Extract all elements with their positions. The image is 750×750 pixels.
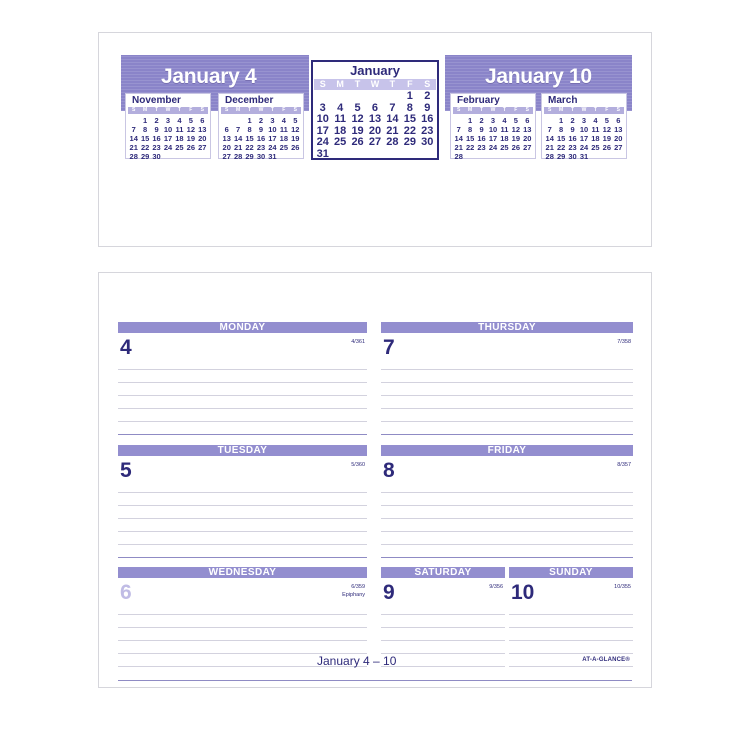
calendar-day: 24 xyxy=(268,143,277,152)
calendar-day: 30 xyxy=(568,152,577,161)
calendar-day: 26 xyxy=(602,143,612,152)
left-date-label: January 4 xyxy=(161,65,257,88)
weekday-letter: M xyxy=(468,107,473,113)
weekday-letter: T xyxy=(389,79,396,89)
writing-line xyxy=(381,627,505,628)
calendar-day xyxy=(349,91,366,103)
holiday-label: Epiphany xyxy=(342,592,365,598)
writing-line xyxy=(118,369,367,370)
weekday-letter: W xyxy=(165,107,171,113)
calendar-day xyxy=(232,116,243,125)
calendar-day xyxy=(128,116,139,125)
calendar-day: 2 xyxy=(424,90,431,102)
calendar-day: 29 xyxy=(403,136,416,149)
calendar-day: 29 xyxy=(140,152,150,161)
calendar-day: 21 xyxy=(129,143,138,152)
calendar-day: 9 xyxy=(424,101,431,114)
day-number: 8 xyxy=(383,459,395,482)
mini-day-grid xyxy=(544,116,624,161)
mini-calendar-february xyxy=(450,93,536,159)
calendar-day: 10 xyxy=(316,113,329,126)
writing-line xyxy=(509,614,633,615)
calendar-day: 21 xyxy=(454,143,463,152)
weekday-letter: M xyxy=(559,107,564,113)
calendar-day: 31 xyxy=(579,152,589,161)
calendar-day: 21 xyxy=(386,124,399,137)
weekday-letter: S xyxy=(225,107,229,113)
weekly-planner-panel xyxy=(98,272,652,688)
calendar-day: 29 xyxy=(556,152,566,161)
calendar-day: 7 xyxy=(389,101,396,114)
calendar-day: 12 xyxy=(291,125,300,134)
calendar-day xyxy=(221,116,232,125)
calendar-day: 11 xyxy=(591,125,600,134)
weekday-letter: M xyxy=(143,107,148,113)
calendar-day: 10 xyxy=(488,125,498,134)
brand-logo: AT-A-GLANCE® xyxy=(582,657,630,663)
calendar-day: 14 xyxy=(454,134,463,143)
mini-month-name: November xyxy=(132,95,181,106)
calendar-day: 12 xyxy=(186,125,196,134)
calendar-day: 14 xyxy=(386,113,399,126)
writing-line xyxy=(381,614,505,615)
day-block-saturday[interactable] xyxy=(381,567,505,677)
calendar-day: 17 xyxy=(488,134,498,143)
writing-line xyxy=(118,627,367,628)
day-header xyxy=(381,322,633,333)
calendar-day: 24 xyxy=(579,143,589,152)
calendar-day: 17 xyxy=(268,134,277,143)
day-number: 10 xyxy=(511,581,535,604)
day-ordinal: 8/357 xyxy=(617,462,631,468)
calendar-day: 4 xyxy=(593,116,598,125)
calendar-day: 27 xyxy=(368,136,382,149)
calendar-day: 8 xyxy=(247,125,252,134)
weekday-letter: T xyxy=(593,107,597,113)
calendar-day: 26 xyxy=(186,143,196,152)
day-block-monday[interactable] xyxy=(118,322,367,437)
mini-month-name: March xyxy=(548,95,578,106)
calendar-day: 18 xyxy=(591,134,600,143)
writing-line xyxy=(118,531,367,532)
writing-line xyxy=(118,408,367,409)
calendar-day: 4 xyxy=(177,116,182,125)
calendar-day: 25 xyxy=(591,143,600,152)
calendar-day: 25 xyxy=(175,143,184,152)
day-ordinal: 4/361 xyxy=(351,339,365,345)
weekday-letter: T xyxy=(177,107,181,113)
weekday-letter: S xyxy=(616,107,620,113)
calendar-day xyxy=(453,116,464,125)
weekday-letter: T xyxy=(270,107,274,113)
calendar-day: 20 xyxy=(198,134,207,143)
writing-line xyxy=(118,614,367,615)
writing-line xyxy=(381,544,633,545)
writing-line xyxy=(381,653,505,654)
calendar-day: 20 xyxy=(614,134,623,143)
calendar-day: 4 xyxy=(502,116,507,125)
calendar-day: 21 xyxy=(545,143,554,152)
day-divider xyxy=(381,434,633,435)
calendar-day: 1 xyxy=(143,116,148,125)
weekday-letter: W xyxy=(581,107,587,113)
calendar-day: 8 xyxy=(468,125,473,134)
writing-line xyxy=(118,518,367,519)
writing-line xyxy=(381,666,505,667)
calendar-day: 19 xyxy=(186,134,196,143)
weekday-letter: M xyxy=(336,79,344,89)
calendar-day: 5 xyxy=(188,116,193,125)
calendar-day: 31 xyxy=(268,152,277,161)
weekday-letter: F xyxy=(189,107,193,113)
calendar-day: 7 xyxy=(547,125,552,134)
day-name: SATURDAY xyxy=(414,567,472,578)
calendar-day: 5 xyxy=(604,116,609,125)
day-name: THURSDAY xyxy=(478,322,536,333)
calendar-day: 13 xyxy=(198,125,207,134)
calendar-day: 22 xyxy=(245,143,254,152)
calendar-day: 28 xyxy=(454,152,463,161)
calendar-day: 7 xyxy=(456,125,461,134)
calendar-day: 22 xyxy=(465,143,475,152)
calendar-day xyxy=(384,91,401,103)
day-ordinal: 7/358 xyxy=(617,339,631,345)
calendar-day: 9 xyxy=(258,125,264,134)
day-name: MONDAY xyxy=(219,322,266,333)
weekday-letter: M xyxy=(236,107,241,113)
day-ordinal: 6/359 xyxy=(351,584,365,590)
calendar-day: 13 xyxy=(222,134,231,143)
mini-day-grid xyxy=(221,116,301,161)
calendar-day: 4 xyxy=(281,116,286,125)
calendar-day: 26 xyxy=(511,143,521,152)
writing-line xyxy=(381,408,633,409)
calendar-day: 22 xyxy=(556,143,566,152)
calendar-day: 4 xyxy=(337,101,344,114)
calendar-day: 31 xyxy=(316,147,329,160)
weekday-letter: S xyxy=(200,107,204,113)
calendar-day: 17 xyxy=(163,134,173,143)
weekday-letter: T xyxy=(571,107,575,113)
calendar-day: 14 xyxy=(545,134,554,143)
day-name: TUESDAY xyxy=(217,445,268,456)
day-ordinal: 5/360 xyxy=(351,462,365,468)
calendar-day: 9 xyxy=(154,125,159,134)
writing-line xyxy=(118,505,367,506)
calendar-day: 25 xyxy=(334,136,347,149)
writing-line xyxy=(381,382,633,383)
mini-dow-row xyxy=(453,107,533,114)
calendar-day: 28 xyxy=(545,152,554,161)
calendar-day: 28 xyxy=(233,152,243,161)
calendar-day: 15 xyxy=(245,134,254,143)
writing-line xyxy=(118,544,367,545)
calendar-day: 2 xyxy=(258,116,264,125)
calendar-day: 12 xyxy=(511,125,521,134)
calendar-day: 25 xyxy=(500,143,509,152)
calendar-day: 18 xyxy=(334,124,347,137)
mini-day-grid xyxy=(453,116,533,161)
calendar-day: 14 xyxy=(129,134,138,143)
calendar-day: 15 xyxy=(465,134,475,143)
weekday-letter: F xyxy=(605,107,609,113)
writing-line xyxy=(381,505,633,506)
calendar-day: 21 xyxy=(233,143,243,152)
writing-line xyxy=(509,653,633,654)
mini-calendar-march xyxy=(541,93,627,159)
calendar-day: 19 xyxy=(511,134,521,143)
calendar-day: 11 xyxy=(279,125,288,134)
calendar-day: 30 xyxy=(152,152,161,161)
mini-month-name: February xyxy=(457,95,500,106)
calendar-day: 1 xyxy=(247,116,252,125)
calendar-day: 20 xyxy=(222,143,231,152)
calendar-day: 13 xyxy=(523,125,532,134)
day-block-friday[interactable] xyxy=(381,445,633,560)
current-day-grid xyxy=(314,91,436,161)
calendar-day: 17 xyxy=(579,134,589,143)
calendar-day: 10 xyxy=(579,125,589,134)
calendar-day xyxy=(366,91,383,103)
day-number: 4 xyxy=(120,336,132,359)
calendar-day: 8 xyxy=(143,125,148,134)
mini-day-grid xyxy=(128,116,208,161)
weekday-letter: W xyxy=(370,79,380,89)
calendar-day: 23 xyxy=(256,143,266,152)
weekday-letter: S xyxy=(319,79,326,89)
calendar-day: 9 xyxy=(479,125,484,134)
writing-line xyxy=(118,492,367,493)
mini-calendar-december xyxy=(218,93,304,159)
weekday-letter: S xyxy=(424,79,431,89)
calendar-day: 5 xyxy=(513,116,518,125)
calendar-day: 3 xyxy=(581,116,587,125)
current-month-calendar xyxy=(311,60,439,160)
writing-line xyxy=(381,531,633,532)
calendar-day: 7 xyxy=(131,125,136,134)
day-name: FRIDAY xyxy=(487,445,527,456)
calendar-day: 27 xyxy=(198,143,207,152)
calendar-day: 23 xyxy=(421,124,434,137)
day-header xyxy=(118,322,367,333)
day-divider xyxy=(381,557,633,558)
day-number: 6 xyxy=(120,581,132,604)
calendar-day: 26 xyxy=(291,143,300,152)
calendar-day: 20 xyxy=(368,124,382,137)
calendar-day: 30 xyxy=(421,136,434,149)
calendar-day: 18 xyxy=(279,134,289,143)
calendar-day: 28 xyxy=(386,136,399,149)
calendar-day: 27 xyxy=(614,143,623,152)
day-block-tuesday[interactable] xyxy=(118,445,367,560)
calendar-day: 28 xyxy=(129,152,138,161)
calendar-day: 16 xyxy=(477,134,486,143)
calendar-day: 26 xyxy=(351,136,364,149)
calendar-day: 3 xyxy=(165,116,171,125)
day-number: 5 xyxy=(120,459,132,482)
calendar-day: 3 xyxy=(490,116,496,125)
calendar-day: 17 xyxy=(316,124,329,137)
calendar-day: 15 xyxy=(403,113,416,126)
calendar-day: 22 xyxy=(403,124,416,137)
calendar-day xyxy=(331,91,348,103)
mini-month-name: December xyxy=(225,95,274,106)
calendar-day: 29 xyxy=(245,152,254,161)
writing-line xyxy=(509,627,633,628)
calendar-day xyxy=(314,91,331,103)
weekday-letter: F xyxy=(514,107,518,113)
mini-dow-row xyxy=(128,107,208,114)
calendar-day: 6 xyxy=(525,116,530,125)
calendar-day: 24 xyxy=(163,143,173,152)
calendar-day: 18 xyxy=(500,134,509,143)
calendar-day: 8 xyxy=(559,125,564,134)
day-header xyxy=(118,567,367,578)
calendar-day: 23 xyxy=(568,143,577,152)
calendar-day: 15 xyxy=(140,134,150,143)
calendar-day: 13 xyxy=(614,125,623,134)
calendar-day: 3 xyxy=(270,116,275,125)
calendar-day: 24 xyxy=(488,143,498,152)
calendar-day: 20 xyxy=(523,134,532,143)
writing-line xyxy=(381,421,633,422)
week-range-label: January 4 – 10 xyxy=(317,654,397,668)
weekday-letter: T xyxy=(248,107,252,113)
day-divider xyxy=(118,434,367,435)
writing-line xyxy=(381,369,633,370)
writing-line xyxy=(118,382,367,383)
calendar-day: 2 xyxy=(154,116,159,125)
calendar-day: 16 xyxy=(421,113,434,126)
calendar-day: 12 xyxy=(602,125,612,134)
calendar-day: 6 xyxy=(616,116,621,125)
calendar-day: 16 xyxy=(152,134,161,143)
weekday-letter: W xyxy=(258,107,264,113)
weekday-letter: S xyxy=(457,107,461,113)
calendar-day: 3 xyxy=(319,101,326,114)
weekday-letter: T xyxy=(354,79,361,89)
calendar-day: 23 xyxy=(152,143,161,152)
footer-divider xyxy=(118,680,632,681)
day-header xyxy=(509,567,633,578)
writing-line xyxy=(118,421,367,422)
day-divider xyxy=(118,557,367,558)
day-block-thursday[interactable] xyxy=(381,322,633,437)
weekday-letter: T xyxy=(480,107,484,113)
writing-line xyxy=(381,518,633,519)
calendar-day: 19 xyxy=(602,134,612,143)
calendar-day: 30 xyxy=(256,152,266,161)
weekday-letter: T xyxy=(502,107,506,113)
calendar-day: 1 xyxy=(468,116,473,125)
calendar-day: 1 xyxy=(406,90,413,102)
calendar-day xyxy=(544,116,555,125)
calendar-day: 27 xyxy=(523,143,532,152)
right-date-label: January 10 xyxy=(485,65,592,88)
day-name: WEDNESDAY xyxy=(208,567,277,578)
day-ordinal: 9/356 xyxy=(489,584,503,590)
writing-line xyxy=(118,640,367,641)
calendar-day: 14 xyxy=(233,134,243,143)
writing-line xyxy=(118,395,367,396)
calendar-day: 6 xyxy=(200,116,205,125)
calendar-day: 5 xyxy=(354,101,361,114)
writing-line xyxy=(381,640,505,641)
day-header xyxy=(118,445,367,456)
writing-line xyxy=(381,395,633,396)
calendar-day: 8 xyxy=(406,101,413,114)
mini-dow-row xyxy=(544,107,624,114)
calendar-day: 19 xyxy=(291,134,300,143)
calendar-day: 16 xyxy=(256,134,266,143)
calendar-day: 15 xyxy=(556,134,566,143)
calendar-day: 11 xyxy=(334,113,346,126)
calendar-day: 2 xyxy=(570,116,575,125)
calendar-day: 27 xyxy=(222,152,231,161)
day-header xyxy=(381,567,505,578)
weekday-letter: F xyxy=(282,107,286,113)
weekday-letter: T xyxy=(155,107,159,113)
weekday-letter: S xyxy=(525,107,529,113)
calendar-day: 7 xyxy=(236,125,241,134)
mini-dow-row xyxy=(221,107,301,114)
day-ordinal: 10/355 xyxy=(614,584,631,590)
calendar-day: 12 xyxy=(351,113,364,126)
day-name: SUNDAY xyxy=(549,567,593,578)
current-dow-row xyxy=(314,79,436,90)
calendar-day: 13 xyxy=(368,113,382,126)
calendar-day: 19 xyxy=(351,124,364,137)
calendar-day: 11 xyxy=(175,125,184,134)
calendar-day: 16 xyxy=(568,134,577,143)
day-header xyxy=(381,445,633,456)
day-number: 9 xyxy=(383,581,395,604)
calendar-day: 23 xyxy=(477,143,486,152)
mini-calendar-november xyxy=(125,93,211,159)
monthly-header-panel xyxy=(98,32,652,247)
weekday-letter: S xyxy=(548,107,552,113)
weekday-letter: S xyxy=(293,107,297,113)
calendar-day: 10 xyxy=(268,125,277,134)
weekday-letter: F xyxy=(407,79,413,89)
calendar-day: 5 xyxy=(293,116,298,125)
calendar-day: 6 xyxy=(371,101,379,114)
calendar-day: 9 xyxy=(570,125,575,134)
calendar-day: 24 xyxy=(316,136,329,149)
calendar-day: 2 xyxy=(479,116,484,125)
writing-line xyxy=(509,666,633,667)
calendar-day: 10 xyxy=(163,125,173,134)
writing-line xyxy=(509,640,633,641)
current-month-name: January xyxy=(350,63,400,78)
calendar-day: 18 xyxy=(175,134,184,143)
weekday-letter: S xyxy=(132,107,136,113)
calendar-day: 11 xyxy=(500,125,509,134)
calendar-day: 1 xyxy=(559,116,564,125)
writing-line xyxy=(381,492,633,493)
day-number: 7 xyxy=(383,336,395,359)
weekday-letter: W xyxy=(490,107,496,113)
calendar-day: 22 xyxy=(140,143,150,152)
calendar-day: 25 xyxy=(279,143,289,152)
calendar-day: 6 xyxy=(224,125,229,134)
